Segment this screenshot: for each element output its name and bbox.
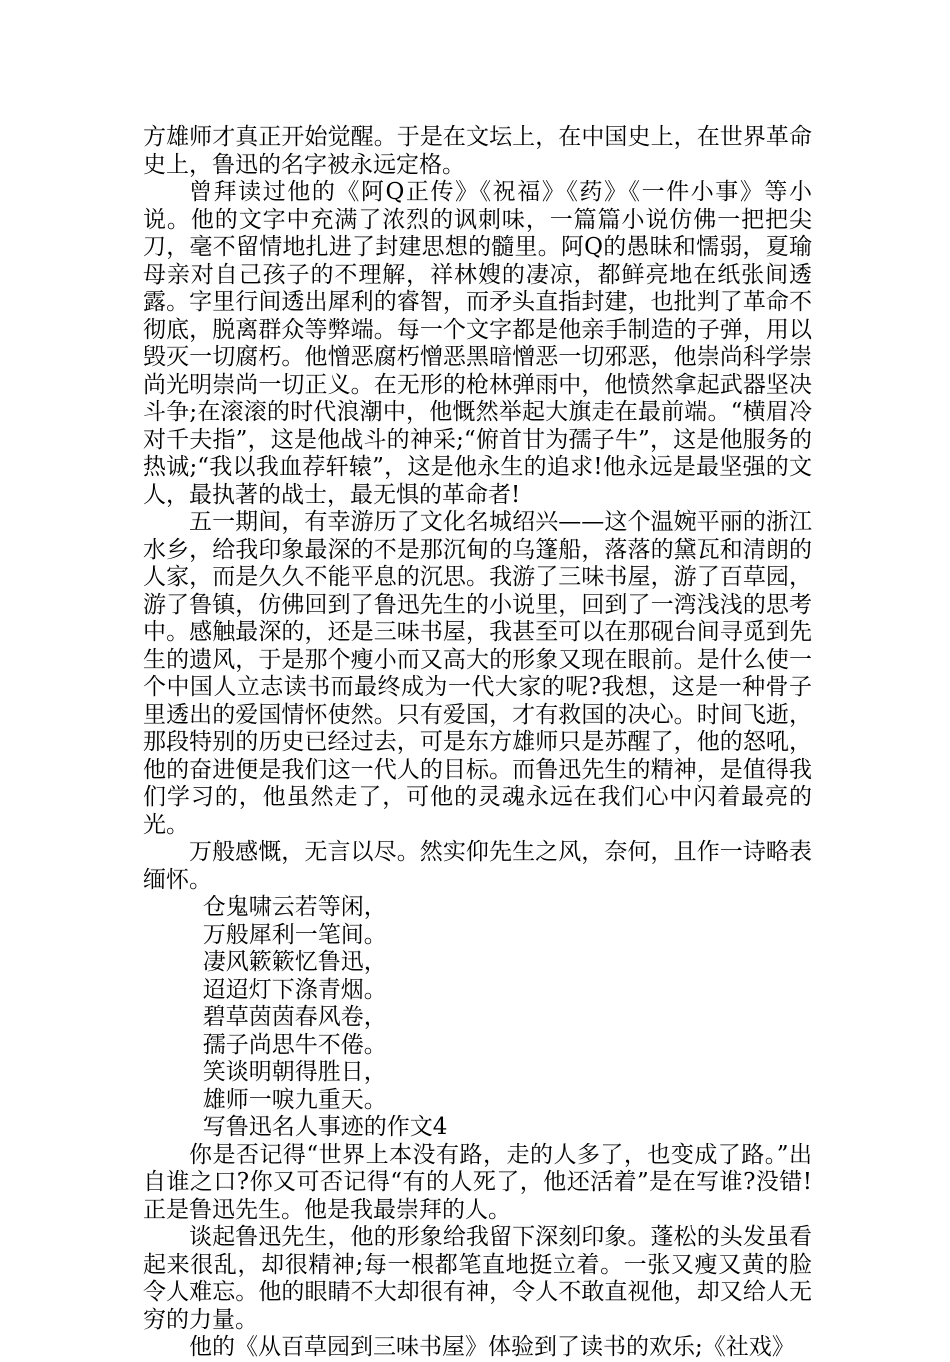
paragraph-4: 万般感慨，无言以尽。然实仰先生之风，奈何，且作一诗略表缅怀。 — [143, 839, 812, 893]
paragraph-5: 你是否记得“世界上本没有路，走的人多了，也变成了路。”出自谁之口?你又可否记得“有的人死了，他还活着”是在写谁?没错!正是鲁迅先生。他是我最崇拜的人。 — [143, 1141, 812, 1223]
paragraph-6: 谈起鲁迅先生，他的形象给我留下深刻印象。蓬松的头发虽看起来很乱，却很精神;每一根都笔直地挺立着。一张又瘦又黄的脸令人难忘。他的眼睛不大却很有神，令人不敢直视他，却又给人无穷的力量。 — [143, 1224, 812, 1333]
paragraph-1: 方雄师才真正开始觉醒。于是在文坛上，在中国史上，在世界革命史上，鲁迅的名字被永远定格。 — [143, 124, 812, 178]
poem-line: 雄师一唳九重天。 — [202, 1086, 387, 1113]
poem-line: 迢迢灯下涤青烟。 — [202, 976, 387, 1003]
poem-line: 万般犀利一笔间。 — [202, 921, 387, 948]
paragraph-3: 五一期间，有幸游历了文化名城绍兴——这个温婉平丽的浙江水乡，给我印象最深的不是那沉甸的乌篷船，落落的黛瓦和清朗的人家，而是久久不能平息的沉思。我游了三味书屋，游了百草园，游了鲁镇，仿佛回到了鲁迅先生的小说里，回到了一湾浅浅的思考中。感触最深的，还是三味书屋，我甚至可以在那砚台间寻觅到先生的遗风，于是那个瘦小而又高大的形象又现在眼前。是什么使一个中国人立志读书而最终成为一代大家的呢?我想，这是一种骨子里透出的爱国情怀使然。只有爱国，才有救国的决心。时间飞逝，那段特别的历史已经过去，可是东方雄师只是苏醒了，他的怒吼，他的奋进便是我们这一代人的目标。而鲁迅先生的精神，是值得我们学习的，他虽然走了，可他的灵魂永远在我们心中闪着最亮的光。 — [143, 509, 812, 838]
section-heading: 写鲁迅名人事迹的作文4 — [202, 1114, 448, 1140]
poem-line: 碧草茵茵春风卷， — [202, 1004, 387, 1030]
paragraph-7: 他的《从百草园到三味书屋》体验到了读书的欢乐;《社戏》 — [189, 1334, 795, 1360]
paragraph-2: 曾拜读过他的《阿Q正传》《祝福》《药》《一件小事》等小说。他的文字中充满了浓烈的讽刺味，一篇篇小说仿佛一把把尖刀，毫不留情地扎进了封建思想的髓里。阿Q的愚昧和懦弱，夏瑜母亲对自己孩子的不理解，祥林嫂的凄凉，都鲜亮地在纸张间透露。字里行间透出犀利的睿智，而矛头直指封建，也批判了革命不彻底，脱离群众等弊端。每一个文字都是他亲手制造的子弹，用以毁灭一切腐朽。他憎恶腐朽憎恶黑暗憎恶一切邪恶，他崇尚科学崇尚光明崇尚一切正义。在无形的枪林弹雨中，他愤然拿起武器坚决斗争;在滚滚的时代浪潮中，他慨然举起大旗走在最前端。“横眉冷对千夫指”，这是他战斗的神采;“俯首甘为孺子牛”，这是他服务的热诚;“我以我血荐轩辕”，这是他永生的追求!他永远是最坚强的文人，最执著的战士，最无惧的革命者! — [143, 179, 812, 508]
poem-line: 笑谈明朝得胜日， — [202, 1059, 387, 1085]
poem-line: 仓鬼啸云若等闲， — [202, 894, 387, 920]
poem-line: 凄风簌簌忆鲁迅， — [202, 949, 387, 975]
poem-line: 孺子尚思牛不倦。 — [202, 1031, 387, 1058]
poem — [143, 894, 812, 1114]
